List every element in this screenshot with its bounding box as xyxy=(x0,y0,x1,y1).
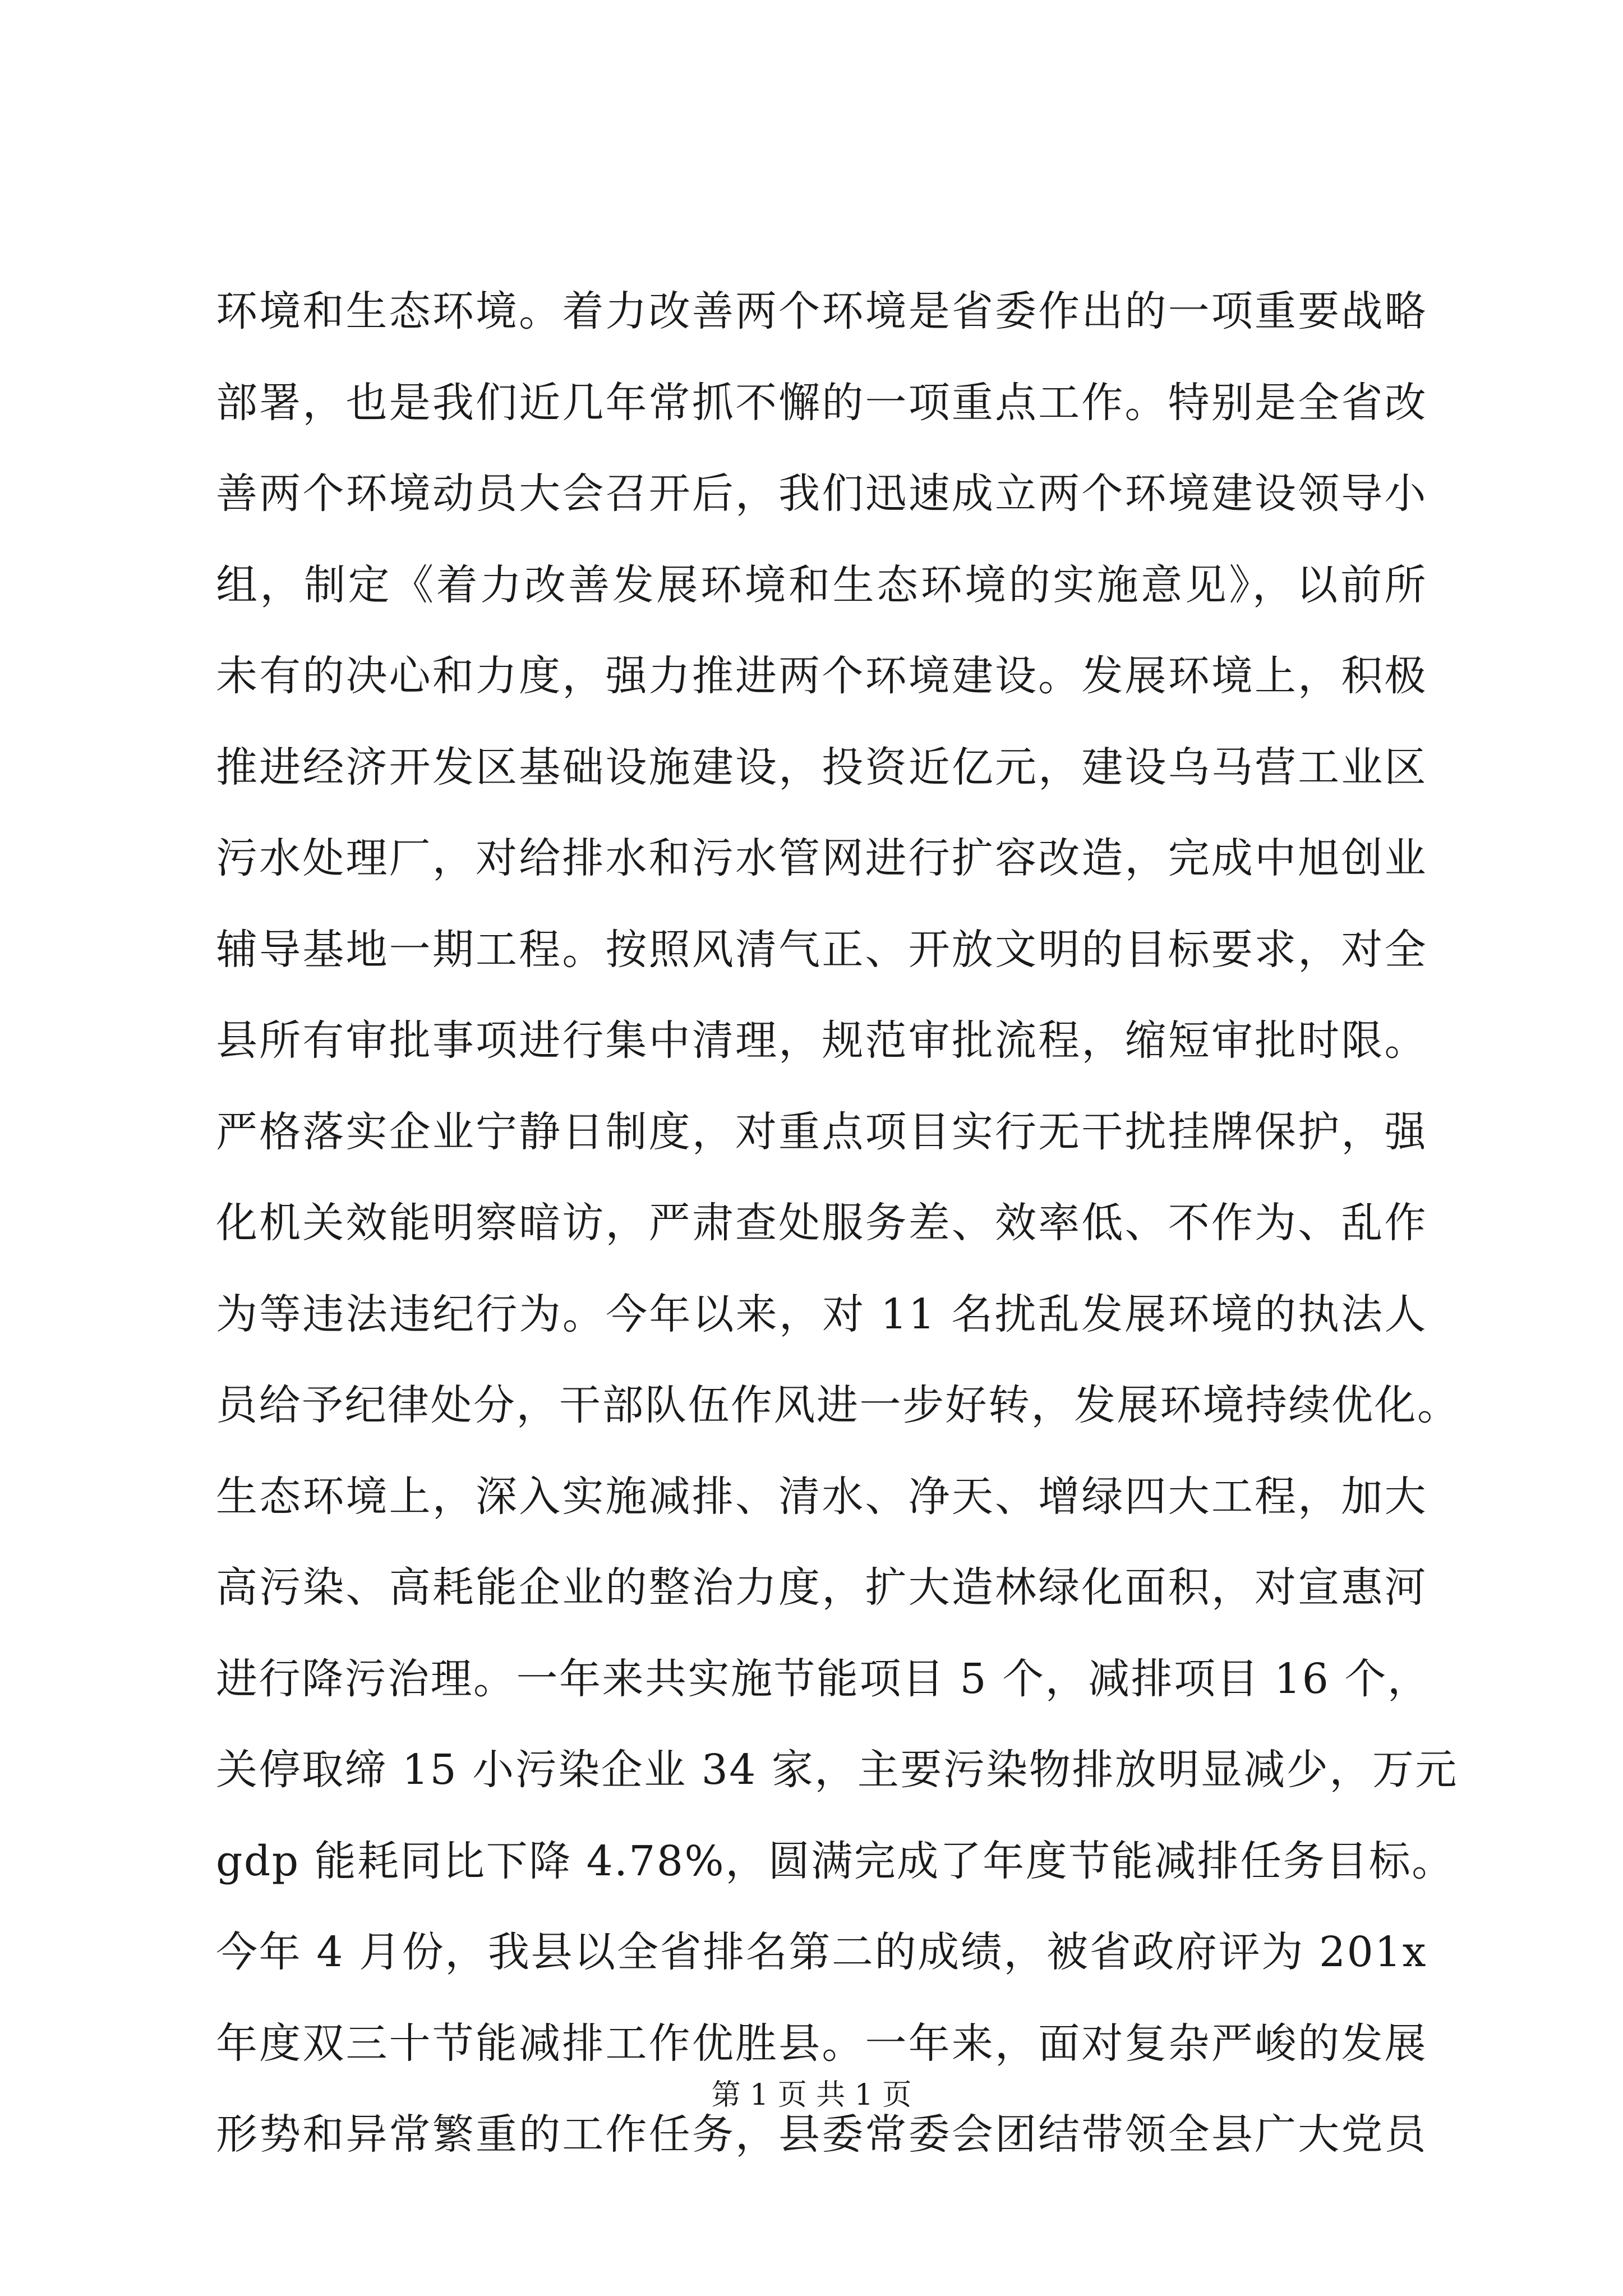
text-line: 员给予纪律处分，干部队伍作风进一步好转，发展环境持续优化。 xyxy=(216,1381,1460,1429)
text-line: 辅导基地一期工程。按照风清气正、开放文明的目标要求，对全 xyxy=(216,925,1427,974)
page-number-footer: 第 1 页 共 1 页 xyxy=(711,2078,912,2112)
text-line: 进行降污治理。一年来共实施节能项目 5 个，减排项目 16 个， xyxy=(216,1654,1431,1703)
text-line: 为等违法违纪行为。今年以来，对 11 名扰乱发展环境的执法人 xyxy=(216,1290,1427,1338)
text-line: 化机关效能明察暗访，严肃查处服务差、效率低、不作为、乱作 xyxy=(216,1199,1427,1247)
text-line: 今年 4 月份，我县以全省排名第二的成绩，被省政府评为 201x xyxy=(216,1928,1427,1976)
text-line: gdp 能耗同比下降 4.78%，圆满完成了年度节能减排任务目标。 xyxy=(216,1837,1455,1885)
text-line: 组，制定《着力改善发展环境和生态环境的实施意见》，以前所 xyxy=(216,560,1427,609)
text-line: 部署，也是我们近几年常抓不懈的一项重点工作。特别是全省改 xyxy=(216,378,1427,427)
text-line: 污水处理厂，对给排水和污水管网进行扩容改造，完成中旭创业 xyxy=(216,834,1427,882)
document-body xyxy=(216,266,1460,2180)
text-line: 推进经济开发区基础设施建设，投资近亿元，建设乌马营工业区 xyxy=(216,743,1427,792)
text-line: 高污染、高耗能企业的整治力度，扩大造林绿化面积，对宣惠河 xyxy=(216,1563,1427,1612)
text-line: 未有的决心和力度，强力推进两个环境建设。发展环境上，积极 xyxy=(216,652,1427,700)
text-line: 生态环境上，深入实施减排、清水、净天、增绿四大工程，加大 xyxy=(216,1472,1427,1521)
text-line: 关停取缔 15 小污染企业 34 家，主要污染物排放明显减少，万元 xyxy=(216,1746,1458,1794)
text-line: 环境和生态环境。着力改善两个环境是省委作出的一项重要战略 xyxy=(216,287,1427,335)
text-line: 形势和异常繁重的工作任务，县委常委会团结带领全县广大党员 xyxy=(216,2110,1427,2159)
text-line: 县所有审批事项进行集中清理，规范审批流程，缩短审批时限。 xyxy=(216,1016,1427,1065)
text-line: 善两个环境动员大会召开后，我们迅速成立两个环境建设领导小 xyxy=(216,470,1427,518)
text-line: 严格落实企业宁静日制度，对重点项目实行无干扰挂牌保护，强 xyxy=(216,1107,1427,1156)
text-line: 年度双三十节能减排工作优胜县。一年来，面对复杂严峻的发展 xyxy=(216,2019,1427,2068)
